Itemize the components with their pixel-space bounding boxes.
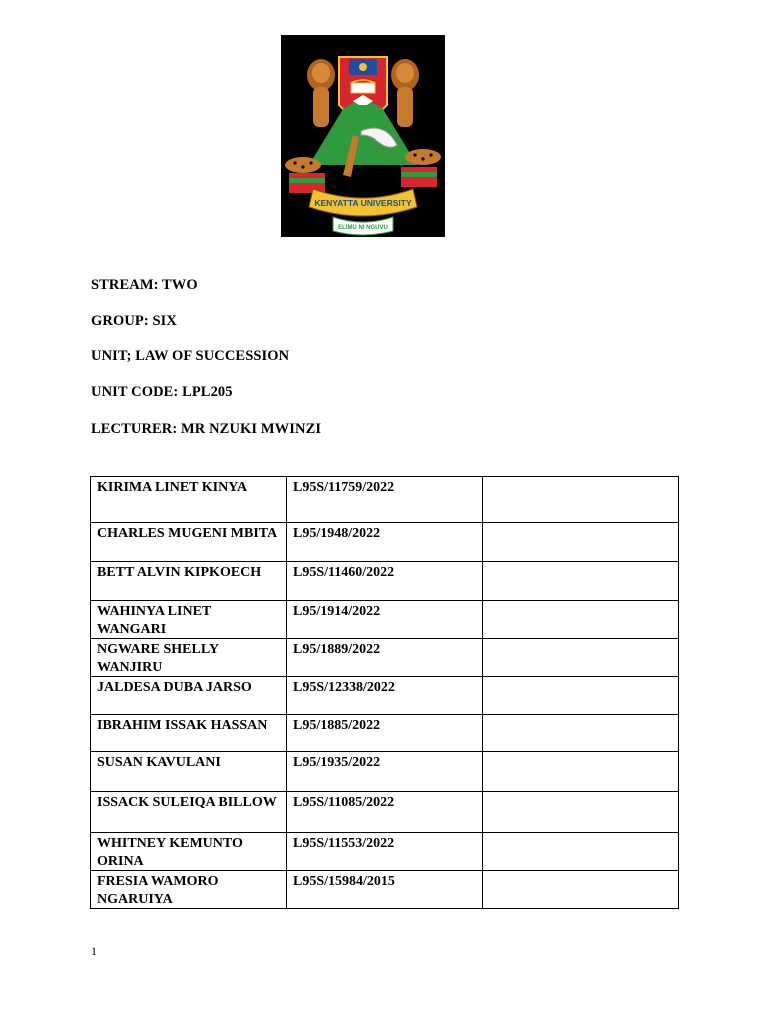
- member-name-cell: IBRAHIM ISSAK HASSAN: [91, 715, 287, 752]
- member-sign-cell: [483, 477, 679, 523]
- lecturer-line: LECTURER: MR NZUKI MWINZI: [91, 421, 322, 437]
- member-sign-cell: [483, 871, 679, 909]
- member-reg-cell: L95/1948/2022: [287, 523, 483, 562]
- member-reg-cell: L95/1889/2022: [287, 639, 483, 677]
- table-row: [91, 477, 679, 523]
- member-name-cell: ISSACK SULEIQA BILLOW: [91, 792, 287, 833]
- member-name-cell: CHARLES MUGENI MBITA: [91, 523, 287, 562]
- member-sign-cell: [483, 677, 679, 715]
- table-row: [91, 871, 679, 909]
- member-reg-cell: L95/1935/2022: [287, 752, 483, 792]
- member-reg-cell: L95S/11085/2022: [287, 792, 483, 833]
- member-reg-cell: L95S/11460/2022: [287, 562, 483, 601]
- table-row: [91, 715, 679, 752]
- member-name-cell: BETT ALVIN KIPKOECH: [91, 562, 287, 601]
- member-sign-cell: [483, 639, 679, 677]
- member-reg-cell: L95S/11553/2022: [287, 833, 483, 871]
- crest-banner-text: KENYATTA UNIVERSITY: [314, 198, 412, 208]
- group-members-table: [90, 476, 679, 909]
- table-row: [91, 833, 679, 871]
- member-sign-cell: [483, 601, 679, 639]
- table-row: [91, 562, 679, 601]
- unit-line: UNIT; LAW OF SUCCESSION: [91, 348, 290, 364]
- member-name-cell: FRESIA WAMORO NGARUIYA: [91, 871, 287, 909]
- member-reg-cell: L95S/12338/2022: [287, 677, 483, 715]
- member-sign-cell: [483, 715, 679, 752]
- table-row: [91, 639, 679, 677]
- unit-code-line: UNIT CODE: LPL205: [91, 384, 233, 400]
- member-reg-cell: L95S/15984/2015: [287, 871, 483, 909]
- member-sign-cell: [483, 562, 679, 601]
- member-reg-cell: L95S/11759/2022: [287, 477, 483, 523]
- crest-motto-text: ELIMU NI NGUVU: [338, 225, 388, 231]
- member-name-cell: SUSAN KAVULANI: [91, 752, 287, 792]
- member-reg-cell: L95/1914/2022: [287, 601, 483, 639]
- member-name-cell: JALDESA DUBA JARSO: [91, 677, 287, 715]
- table-row: [91, 752, 679, 792]
- member-name-cell: WHITNEY KEMUNTO ORINA: [91, 833, 287, 871]
- table-row: [91, 677, 679, 715]
- table-row: [91, 523, 679, 562]
- stream-line: STREAM: TWO: [91, 277, 198, 293]
- member-sign-cell: [483, 752, 679, 792]
- member-name-cell: NGWARE SHELLY WANJIRU: [91, 639, 287, 677]
- table-row: [91, 792, 679, 833]
- page-number: 1: [91, 944, 97, 958]
- group-line: GROUP: SIX: [91, 313, 177, 329]
- member-name-cell: KIRIMA LINET KINYA: [91, 477, 287, 523]
- crest-artwork: [281, 35, 445, 237]
- member-name-cell: WAHINYA LINET WANGARI: [91, 601, 287, 639]
- member-sign-cell: [483, 792, 679, 833]
- member-sign-cell: [483, 523, 679, 562]
- member-reg-cell: L95/1885/2022: [287, 715, 483, 752]
- university-crest-logo: [281, 35, 445, 237]
- table-row: [91, 601, 679, 639]
- member-sign-cell: [483, 833, 679, 871]
